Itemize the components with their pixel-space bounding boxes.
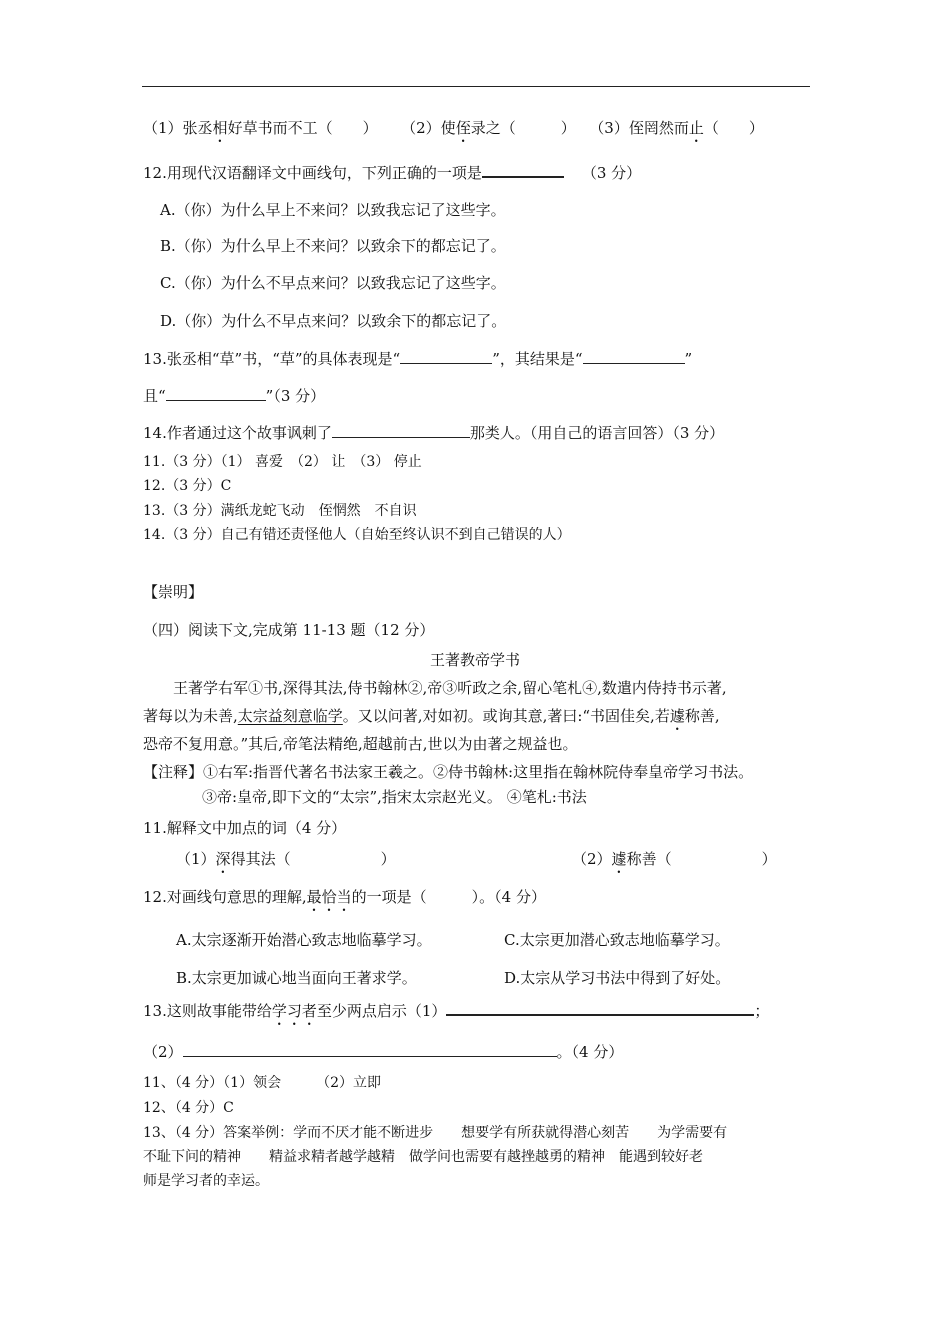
q14-question: [143, 423, 724, 443]
q13-dotted: 学习者: [271, 1002, 317, 1020]
passage-line-2-c: 称善,: [684, 707, 720, 725]
option-d: D.太宗从学习书法中得到了好处。: [504, 969, 731, 987]
q12-option-b: B.（你）为什么早上不来问？以致余下的都忘记了。: [160, 237, 506, 255]
q11-item2-label: （2）使: [401, 119, 456, 137]
passage-title: 王著教帝学书: [429, 651, 520, 669]
q11-item1-dotted: 相: [212, 119, 228, 137]
q11-item3-dotted: 止: [688, 119, 704, 137]
q14-text-a: 14.作者通过这个故事讽刺了: [143, 424, 332, 442]
q11-item3-rest: （ ）: [703, 119, 764, 137]
q13-text-e: 。（4 分）: [556, 1043, 624, 1061]
q11-item1-rest: 好草书而不工（ ）: [227, 119, 378, 137]
q13-inspiration-2: [143, 1042, 623, 1062]
q11-2-dotted: 遽: [611, 850, 627, 868]
q12-option-c: C.（你）为什么不早点来问？以致我忘记了这些字。: [160, 274, 506, 292]
option-b: B.太宗更加诚心地当面向王著求学。: [176, 969, 417, 987]
q11-1-dotted: 深: [215, 850, 231, 868]
q11-2-rest: 称善（ ）: [626, 850, 777, 868]
q13-text-c: ”: [684, 350, 693, 368]
q13-text-b: ”，其结果是“: [492, 350, 583, 368]
dotted-word-ju: 遽: [669, 707, 685, 725]
q11-1-rest: 得其法（ ）: [230, 850, 396, 868]
answer-12: 12.（3 分）C: [143, 478, 232, 494]
q12-understanding: [143, 887, 546, 915]
q14-text-b: 那类人。（用自己的语言回答）（3 分）: [469, 424, 725, 442]
q14-blank[interactable]: [332, 423, 470, 438]
answer2-11: 11、（4 分）（1）领会 （2）立即: [143, 1075, 381, 1091]
q12-text-a: 12.对画线句意思的理解,: [143, 888, 307, 906]
answer-13: 13.（3 分）满纸龙蛇飞动 侄惘然 不自识: [143, 503, 417, 519]
q11-explain-2: [572, 849, 777, 877]
q11-explain-1: [176, 849, 396, 877]
q13-line2: [143, 386, 325, 406]
region-label: 【崇明】: [143, 583, 204, 601]
underlined-sentence: 太宗益刻意临学: [237, 707, 343, 725]
q13-text-a: 13.张丞相“草”书，“草”的具体表现是“: [143, 350, 401, 368]
q13-line1: [143, 349, 692, 369]
answer2-13-line1: 13、（4 分）答案举例：学而不厌才能不断进步 想要学有所获就得潜心刻苦 为学需要有: [143, 1125, 728, 1141]
q12-option-d: D.（你）为什么不早点来问？以致余下的都忘记了。: [160, 312, 507, 330]
q11-1-label: （1）: [176, 850, 216, 868]
q13-text-d: （2）: [143, 1043, 183, 1061]
passage-line-2: [143, 706, 720, 734]
note-line-2: ③帝:皇帝,即下文的“太宗”,指宋太宗赵光义。 ④笔札:书法: [202, 788, 587, 806]
q13-text-e: ”（3 分）: [265, 387, 326, 405]
q13-text-a: 13.这则故事能带给: [143, 1002, 272, 1020]
header-rule: [142, 86, 810, 87]
q11-item2-dotted: 侄: [455, 119, 471, 137]
option-a: A.太宗逐渐开始潜心致志地临摹学习。: [176, 931, 432, 949]
q12-question: [143, 162, 641, 183]
q12-answer-blank[interactable]: [482, 162, 564, 178]
q13-blank-2[interactable]: [183, 1042, 557, 1057]
passage-line-2-a: 著每以为未善,: [143, 707, 238, 725]
q13-blank-1[interactable]: [400, 349, 492, 364]
q11-explain: 11.解释文中加点的词（4 分）: [143, 819, 347, 837]
passage-line-1: 王著学右军①书,深得其法,侍书翰林②,帝③听政之余,留心笔札④,数遣内侍持书示著,: [143, 679, 727, 697]
q12-text-b: 的一项是（ ）。（4 分）: [351, 888, 546, 906]
answer2-12: 12、（4 分）C: [143, 1100, 234, 1116]
answer-11: 11.（3 分）（1） 喜爱 （2） 让 （3） 停止: [143, 454, 422, 470]
q13-text-d: 且“: [143, 387, 166, 405]
q13-blank-1[interactable]: [446, 1000, 754, 1016]
q12-text: 12.用现代汉语翻译文中画线句，下列正确的一项是: [143, 164, 482, 182]
q13-inspiration: [143, 1000, 769, 1029]
section-intro: （四）阅读下文,完成第 11-13 题（12 分）: [143, 621, 435, 639]
q13-text-b: 至少两点启示（1）: [316, 1002, 447, 1020]
q13-blank-3[interactable]: [166, 386, 266, 401]
passage-line-3: 恐帝不复用意。”其后,帝笔法精绝,超越前古,世以为由著之规益也。: [143, 735, 578, 753]
q12-option-a: A.（你）为什么早上不来问？以致我忘记了这些字。: [160, 201, 506, 219]
answer2-13-line2: 不耻下问的精神 精益求精者越学越精 做学问也需要有越挫越勇的精神 能遇到较好老: [143, 1149, 703, 1165]
passage-line-2-b: 。又以问著,对如初。或询其意,著曰:“书固佳矣,若: [342, 707, 670, 725]
q11-item2-rest: 录之（ ）: [470, 119, 576, 137]
q11-item3-label: （3）侄罔然而: [589, 119, 689, 137]
q13-text-c: ；: [754, 1002, 770, 1020]
option-c: C.太宗更加潜心致志地临摹学习。: [504, 931, 730, 949]
q11-item1-label: （1）张丞: [143, 119, 213, 137]
answer-14: 14.（3 分）自己有错还责怪他人（自始至终认识不到自己错误的人）: [143, 527, 571, 543]
q13-blank-2[interactable]: [583, 349, 685, 364]
answer2-13-line3: 师是学习者的幸运。: [143, 1173, 269, 1189]
note-line-1: 【注释】①右军:指晋代著名书法家王羲之。②侍书翰林:这里指在翰林院侍奉皇帝学习书法。: [143, 763, 754, 781]
q11-line: [143, 118, 764, 146]
q12-dotted: 最恰当: [306, 888, 352, 906]
q11-2-label: （2）: [572, 850, 612, 868]
q12-score: （3 分）: [581, 164, 642, 182]
